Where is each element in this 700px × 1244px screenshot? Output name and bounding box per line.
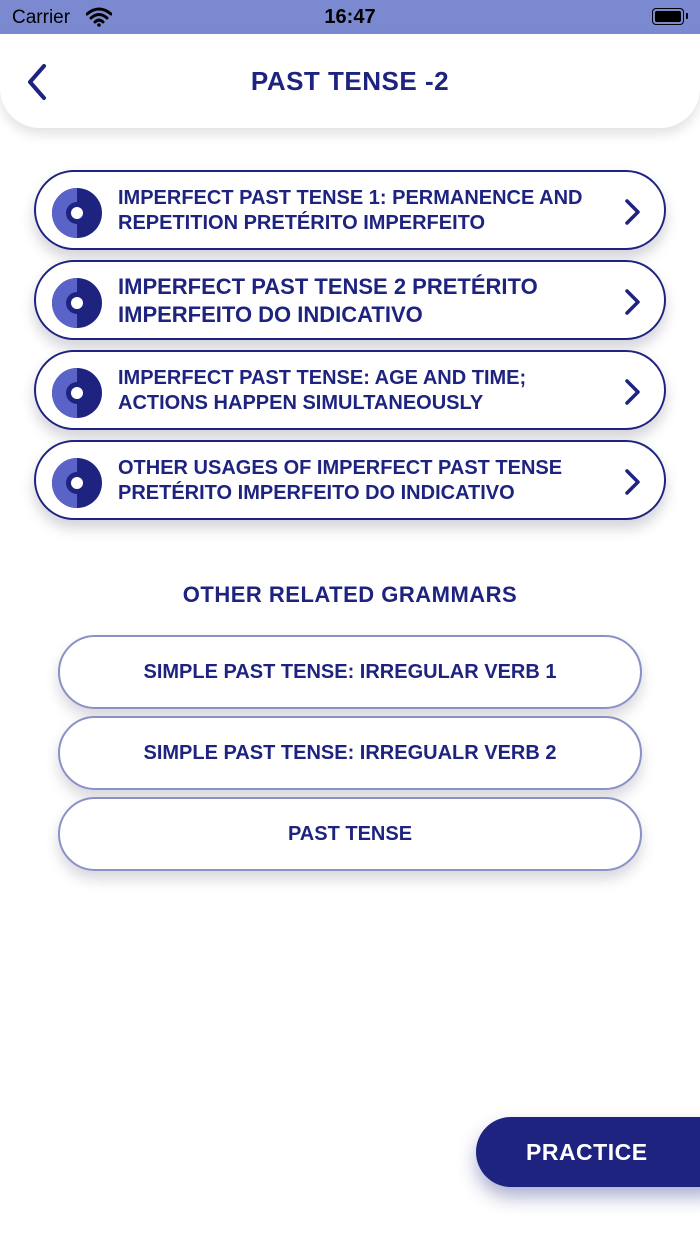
page-title: PAST TENSE -2: [250, 66, 450, 96]
progress-ring-icon: [52, 368, 102, 418]
lesson-label: OTHER USAGES OF IMPERFECT PAST TENSE PRETÉRITO IMPERFEITO DO INDICATIVO: [118, 457, 563, 504]
chevron-right-icon: [622, 288, 642, 316]
lesson-item-1[interactable]: [34, 170, 666, 250]
battery-icon: [652, 8, 688, 25]
related-item-3[interactable]: PAST TENSE: [58, 797, 642, 871]
progress-ring-icon: [52, 278, 102, 328]
header: [0, 34, 700, 128]
lesson-item-3[interactable]: [34, 350, 666, 430]
chevron-right-icon: [622, 468, 642, 496]
related-item-1[interactable]: SIMPLE PAST TENSE: IRREGULAR VERB 1: [58, 635, 642, 709]
lesson-item-4[interactable]: [34, 440, 666, 520]
chevron-right-icon: [622, 198, 642, 226]
lesson-item-2[interactable]: [34, 260, 666, 340]
related-item-2[interactable]: SIMPLE PAST TENSE: IRREGUALR VERB 2: [58, 716, 642, 790]
lesson-label: IMPERFECT PAST TENSE: AGE AND TIME; ACTIONS HAPPEN SIMULTANEOUSLY: [118, 367, 527, 414]
lesson-label: IMPERFECT PAST TENSE 2 PRETÉRITO IMPERFEITO DO INDICATIVO: [118, 274, 538, 327]
status-time: 16:47: [324, 6, 376, 28]
progress-ring-icon: [52, 458, 102, 508]
progress-ring-icon: [52, 188, 102, 238]
carrier-label: Carrier: [12, 7, 71, 28]
chevron-right-icon: [622, 378, 642, 406]
lesson-label: IMPERFECT PAST TENSE 1: PERMANENCE AND REPETITION PRETÉRITO IMPERFEITO: [118, 187, 583, 234]
practice-button[interactable]: PRACTICE: [476, 1117, 700, 1187]
related-section-title: OTHER RELATED GRAMMARS: [182, 582, 518, 607]
status-bar: [0, 0, 700, 34]
